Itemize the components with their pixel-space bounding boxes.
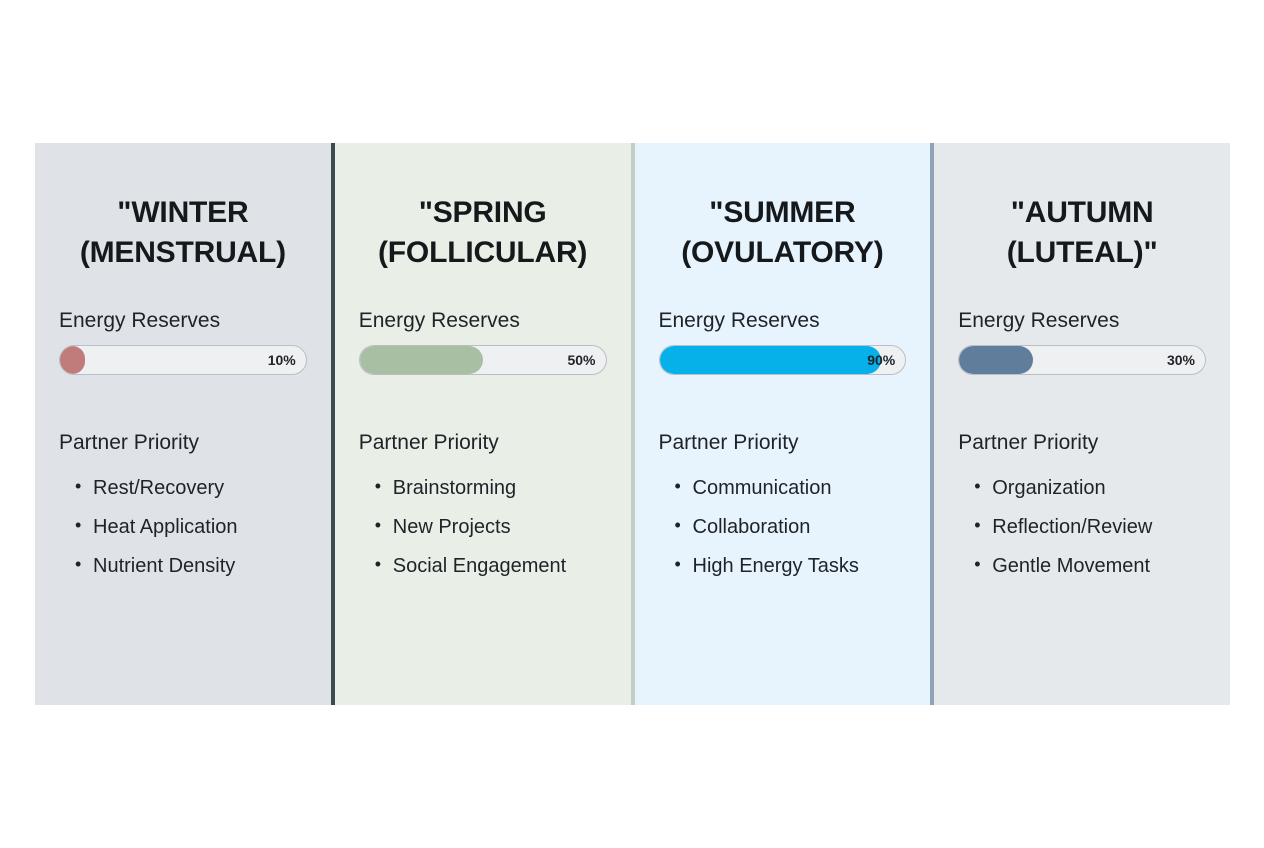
energy-reserves-label: Energy Reserves — [958, 308, 1120, 332]
column-spring — [335, 143, 631, 705]
column-title: "AUTUMN (LUTEAL)" — [1006, 196, 1158, 269]
list-item: • Rest/Recovery — [93, 469, 307, 508]
energy-reserves-fill — [660, 346, 881, 374]
list-item: • Nutrient Density — [93, 547, 307, 586]
column-title: "SPRING (FOLLICULAR) — [378, 196, 588, 269]
energy-reserves-value: 90% — [867, 351, 896, 368]
list-item: • High Energy Tasks — [693, 547, 907, 586]
partner-priority-list — [958, 469, 1206, 586]
energy-reserves-bar — [659, 345, 907, 375]
list-item: • New Projects — [393, 508, 607, 547]
energy-reserves-bar — [59, 345, 307, 375]
partner-priority-list — [659, 469, 907, 586]
partner-priority-label: Partner Priority — [958, 430, 1099, 454]
list-item: • Heat Application — [93, 508, 307, 547]
partner-priority-label: Partner Priority — [358, 430, 499, 454]
energy-reserves-value: 50% — [567, 351, 596, 368]
list-item: • Reflection/Review — [992, 508, 1206, 547]
column-title: "SUMMER (OVULATORY) — [681, 196, 884, 269]
column-summer — [635, 143, 931, 705]
list-item: • Organization — [992, 469, 1206, 508]
partner-priority-list — [59, 469, 307, 586]
energy-reserves-value: 30% — [1166, 351, 1195, 368]
seasons-board — [35, 143, 1230, 705]
energy-reserves-value: 10% — [267, 351, 296, 368]
partner-priority-label: Partner Priority — [658, 430, 799, 454]
energy-reserves-fill — [360, 346, 483, 374]
list-item: • Social Engagement — [393, 547, 607, 586]
list-item: • Brainstorming — [393, 469, 607, 508]
column-autumn — [934, 143, 1230, 705]
energy-reserves-fill — [959, 346, 1033, 374]
list-item: • Gentle Movement — [992, 547, 1206, 586]
partner-priority-label: Partner Priority — [59, 430, 200, 454]
energy-reserves-fill — [60, 346, 85, 374]
partner-priority-list — [359, 469, 607, 586]
energy-reserves-label: Energy Reserves — [59, 308, 221, 332]
energy-reserves-label: Energy Reserves — [358, 308, 520, 332]
column-title: "WINTER (MENSTRUAL) — [79, 196, 286, 269]
energy-reserves-label: Energy Reserves — [658, 308, 820, 332]
list-item: • Communication — [693, 469, 907, 508]
energy-reserves-bar — [359, 345, 607, 375]
column-winter — [35, 143, 331, 705]
energy-reserves-bar — [958, 345, 1206, 375]
list-item: • Collaboration — [693, 508, 907, 547]
